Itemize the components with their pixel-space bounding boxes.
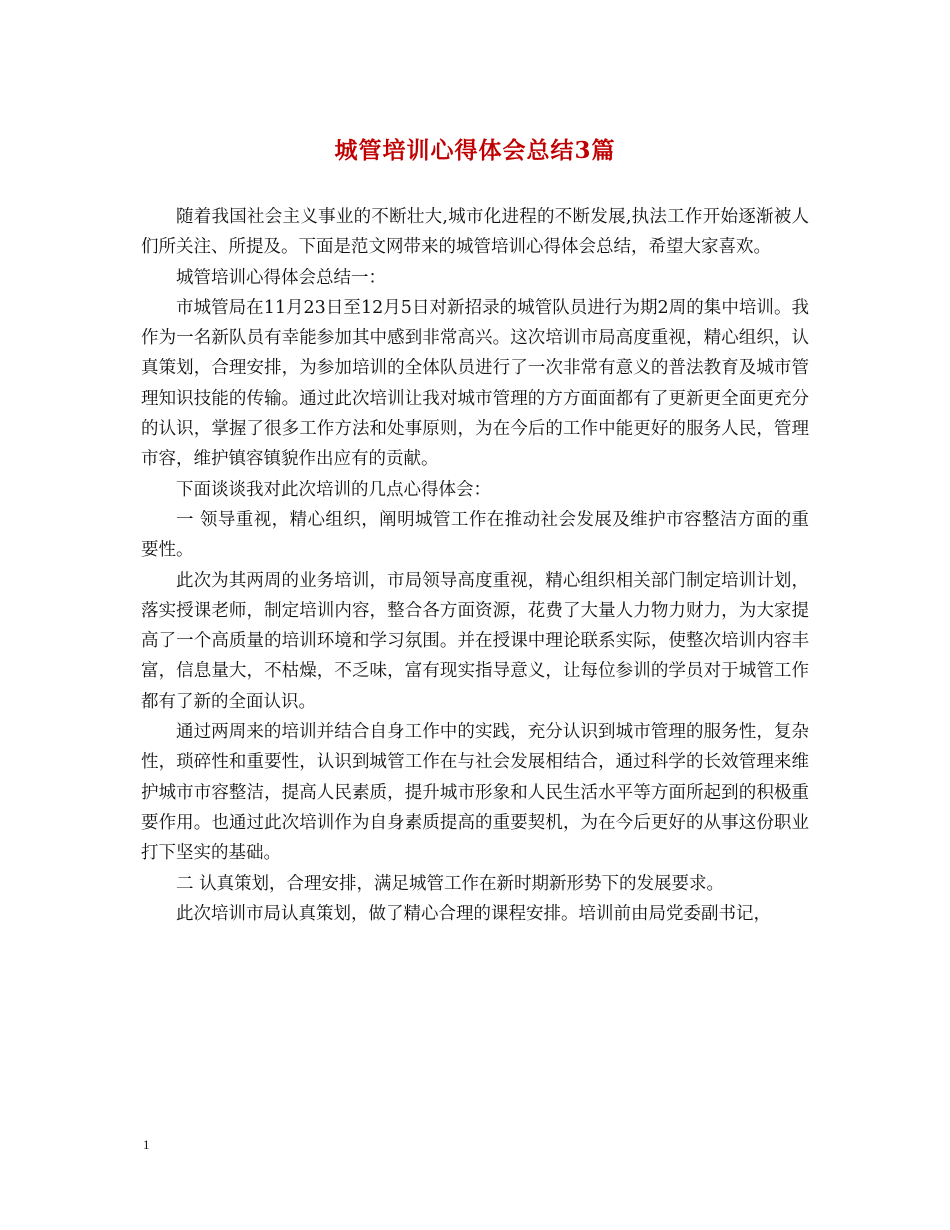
page-number: 1 (143, 1137, 150, 1152)
paragraph: 下面谈谈我对此次培训的几点心得体会： (176, 479, 491, 500)
paragraph: 二 认真策划，合理安排，满足城管工作在新时期新形势下的发展要求。 (176, 873, 725, 894)
document-title: 城管培训心得体会总结3篇 (334, 137, 616, 164)
paragraph: 市城管局在11月23日至12月5日对新招录的城管队员进行为期2周的集中培训。我作为一名新队员有幸能参加其中感到非常高兴。这次培训市局高度重视，精心组织，认真策划，合理安排，为参加培训的全体队员进行了一次非常有意义的普法教育及城市管理知识技能的传输。通过此次培训让我对城市管理的方方面面都有了更新更全面更充分的认识，掌握了很多工作方法和处事原则，为在今后的工作中能更好的服务人民，管理市容，维护镇容镇貌作出应有的贡献。 (141, 297, 809, 470)
paragraph: 此次为其两周的业务培训，市局领导高度重视，精心组织相关部门制定培训计划，落实授课老师，制定培训内容，整合各方面资源，花费了大量人力物力财力，为大家提高了一个高质量的培训环境和学习氛围。并在授课中理论联系实际，使整次培训内容丰富，信息量大，不枯燥，不乏味，富有现实指导意义，让每位参训的学员对于城管工作都有了新的全面认识。 (141, 570, 809, 712)
paragraph: 一 领导重视，精心组织，阐明城管工作在推动社会发展及维护市容整洁方面的重要性。 (141, 509, 809, 561)
paragraph: 通过两周来的培训并结合自身工作中的实践，充分认识到城市管理的服务性，复杂性，琐碎性和重要性，认识到城管工作在与社会发展相结合，通过科学的长效管理来维护城市市容整洁，提高人民素质，提升城市形象和人民生活水平等方面所起到的积极重要作用。也通过此次培训作为自身素质提高的重要契机，为在今后更好的从事这份职业打下坚实的基础。 (141, 722, 809, 864)
paragraph: 随着我国社会主义事业的不断壮大,城市化进程的不断发展,执法工作开始逐渐被人们所关注、所提及。下面是范文网带来的城管培训心得体会总结，希望大家喜欢。 (141, 207, 809, 258)
paragraph: 城管培训心得体会总结一： (176, 267, 386, 288)
document-body (141, 202, 809, 929)
paragraph: 此次培训市局认真策划，做了精心合理的课程安排。培训前由局党委副书记， (176, 903, 771, 924)
